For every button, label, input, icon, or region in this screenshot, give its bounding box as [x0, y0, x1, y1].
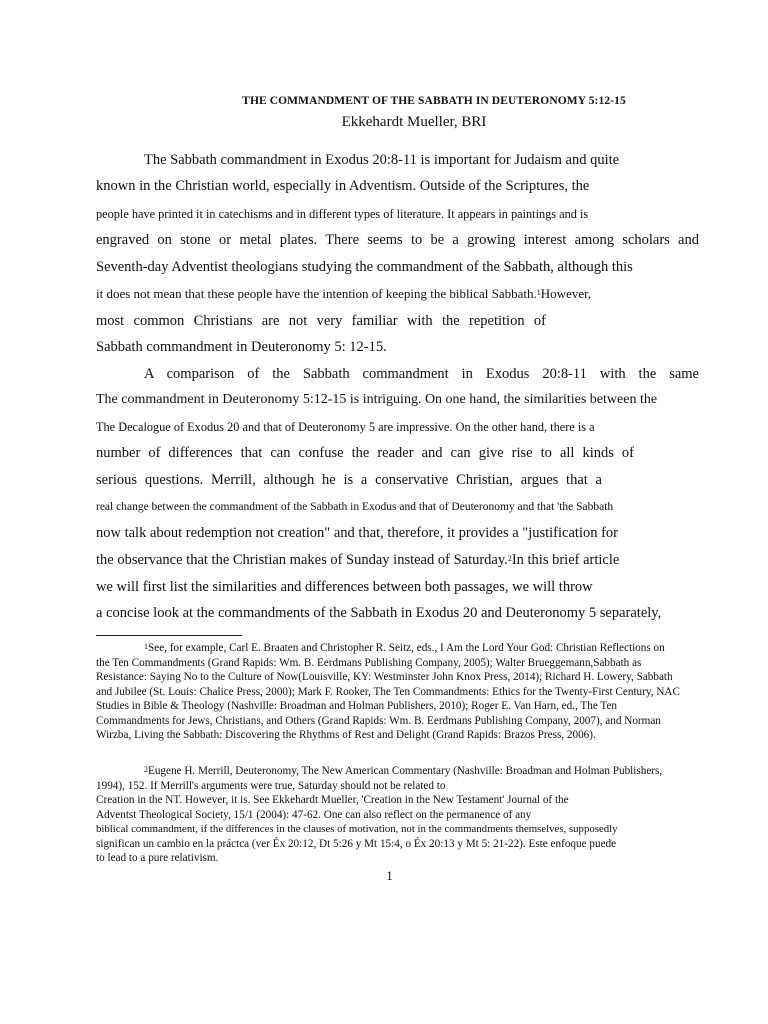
footnote-ref: 1	[536, 288, 541, 297]
footnote-line: significan un cambio en la práctca (ver Éx 20:12, Dt 5:26 y Mt 15:4, o Éx 20:13 y Mt 5: 21-22). Este enfoque puede	[96, 837, 617, 850]
body-line	[96, 312, 546, 330]
footnote-ref: 2	[507, 554, 512, 563]
footnote-body: See, for example, Carl E. Braaten and Christopher R. Seitz, eds., I Am the Lord Your God: Christian Reflections on the Ten Commandments (Grand Rapids: Wm. B. Eerdmans Publishing Company, 2005); Walter Brueggemann,Sabbath as Resistance: Saying No to the Culture of Now(Louisville, KY: Westminster John Knox Press, 2014); Richard H. Lowery, Sabbath and Jubilee (St. Louis: Chalice Press, 2000); Mark F. Rooker, The Ten Commandments: Ethics for the Twenty-First Century, NAC Studies in Bible & Theology (Nashville: Broadman and Holman Publishers, 2010); Roger E. Van Harn, ed., The Ten Commandments for Jews, Christians, and Others (Grand Rapids: Wm. B. Eerdmans Publishing Company, 2007), and Norman Wirzba, Living the Sabbath: Discovering the Rhythms of Rest and Delight (Grand Rapids: Brazos Press, 2006).	[96, 642, 680, 741]
footnote-marker: 1	[144, 642, 148, 651]
body-line: a concise look at the commandments of the Sabbath in Exodus 20 and Deuteronomy 5 separately,	[96, 605, 662, 621]
footnote-line: Adventst Theological Society, 15/1 (2004): 47-62. One can also reflect on the permanence of any	[96, 808, 532, 821]
body-line: people have printed it in catechisms and in different types of literature. It appears in paintings and is	[96, 207, 589, 221]
body-text: number of differences that can confuse the reader and can give rise to all kinds of	[96, 445, 634, 461]
footnote-line: Creation in the NT. However, it is. See Ekkehardt Mueller, 'Creation in the New Testament' Journal of the	[96, 794, 569, 806]
body-text: most common Christians are not very familiar with the repetition of	[96, 313, 546, 329]
document-title: THE COMMANDMENT OF THE SABBATH IN DEUTERONOMY 5:12-15	[242, 95, 626, 107]
body-line	[96, 551, 699, 569]
body-text: it does not mean that these people have the intention of keeping the biblical Sabbath.	[96, 286, 537, 301]
body-line	[96, 444, 634, 462]
footnote-2	[96, 764, 681, 866]
author-line: Ekkehardt Mueller, BRI	[341, 114, 487, 130]
body-line: The Sabbath commandment in Exodus 20:8-11 is important for Judaism and quite	[144, 152, 620, 168]
page-number: 1	[386, 868, 393, 883]
footnote-marker: 2	[144, 765, 148, 774]
body-line: now talk about redemption not creation" and that, therefore, it provides a "justification for	[96, 525, 618, 541]
body-line: The commandment in Deuteronomy 5:12-15 is intriguing. On one hand, the similarities between the	[96, 392, 658, 407]
body-text: However,	[540, 286, 592, 301]
footnote-separator	[96, 635, 242, 636]
body-line: Seventh-day Adventist theologians studying the commandment of the Sabbath, although this	[96, 259, 633, 275]
footnote-body: Eugene H. Merrill, Deuteronomy, The New American Commentary (Nashville: Broadman and Holman Publishers, 1994), 152. If Merrill's arguments were true, Saturday should not be related to	[96, 765, 663, 792]
body-line: we will first list the similarities and differences between both passages, we will throw	[96, 579, 593, 595]
body-line	[96, 471, 602, 489]
body-line: Sabbath commandment in Deuteronomy 5: 12-15.	[96, 339, 387, 355]
footnote-1	[96, 641, 681, 743]
body-text: In this brief article	[511, 552, 620, 568]
footnote-text	[96, 641, 681, 743]
footnote-line: to lead to a pure relativism.	[96, 852, 219, 864]
body-line	[96, 285, 699, 303]
body-text: the observance that the Christian makes of Sunday instead of Saturday.	[96, 552, 508, 568]
body-line: A comparison of the Sabbath commandment in Exodus 20:8-11 with the same	[144, 366, 699, 382]
footnote-line: biblical commandment, if the differences in the clauses of motivation, not in the commandments themselves, supposedly	[96, 823, 618, 835]
body-line: engraved on stone or metal plates. There seems to be a growing interest among scholars and	[96, 232, 699, 248]
body-line: The Decalogue of Exodus 20 and that of Deuteronomy 5 are impressive. On the other hand, there is a	[96, 420, 595, 434]
body-line: real change between the commandment of the Sabbath in Exodus and that of Deuteronomy and that 'the Sabbath	[96, 501, 614, 513]
body-text: serious questions. Merrill, although he is a conservative Christian, argues that a	[96, 472, 602, 488]
body-line: known in the Christian world, especially in Adventism. Outside of the Scriptures, the	[96, 178, 590, 194]
footnote-text	[96, 764, 681, 793]
